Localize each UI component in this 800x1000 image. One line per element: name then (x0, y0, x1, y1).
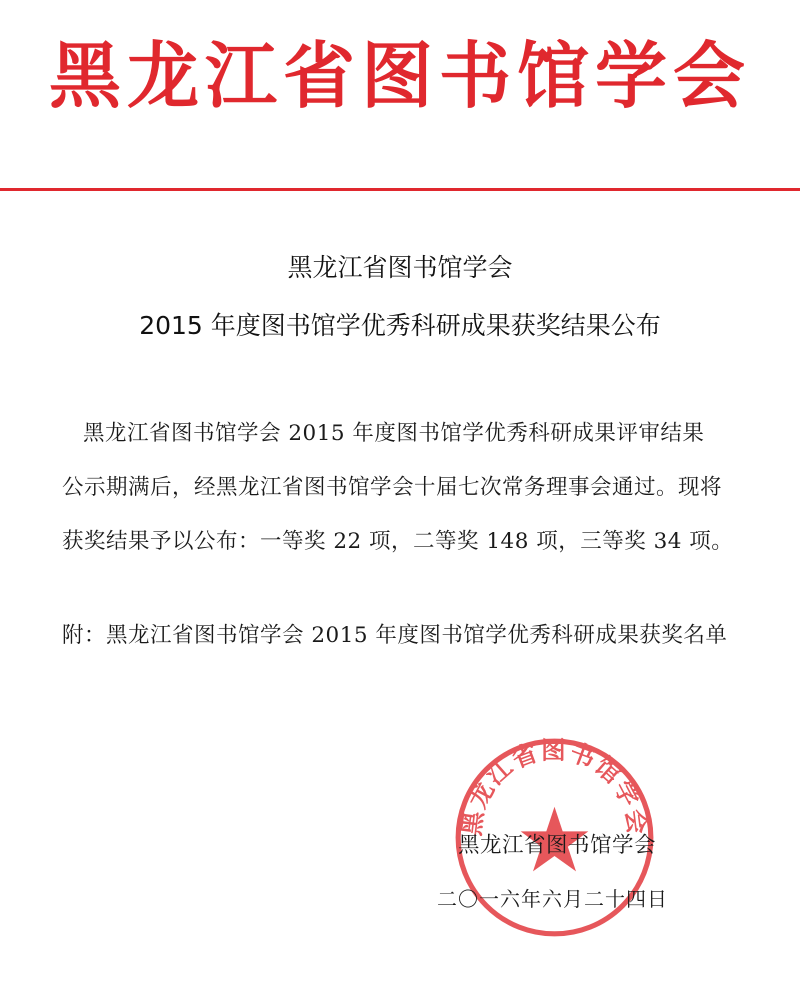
body-line-2: 公示期满后，经黑龙江省图书馆学会十届七次常务理事会通过。现将 (62, 475, 723, 500)
letterhead-divider (0, 188, 800, 191)
letterhead-org-name: 黑龙江省图书馆学会 (48, 34, 751, 118)
svg-text:黑龙江省图书馆学会: 黑龙江省图书馆学会 (456, 735, 653, 838)
signature-date: 二〇一六年六月二十四日 (437, 887, 668, 911)
document-title-line1: 黑龙江省图书馆学会 (287, 253, 513, 282)
document-body (62, 407, 742, 569)
attachment-note: 附：黑龙江省图书馆学会 2015 年度图书馆学优秀科研成果获奖名单 (62, 623, 728, 648)
document-title-line2: 2015 年度图书馆学优秀科研成果获奖结果公布 (139, 311, 661, 340)
body-line-1: 黑龙江省图书馆学会 2015 年度图书馆学优秀科研成果评审结果 (83, 421, 705, 446)
signature-org: 黑龙江省图书馆学会 (458, 833, 657, 858)
body-line-3: 获奖结果予以公布：一等奖 22 项，二等奖 148 项，三等奖 34 项。 (62, 529, 734, 554)
